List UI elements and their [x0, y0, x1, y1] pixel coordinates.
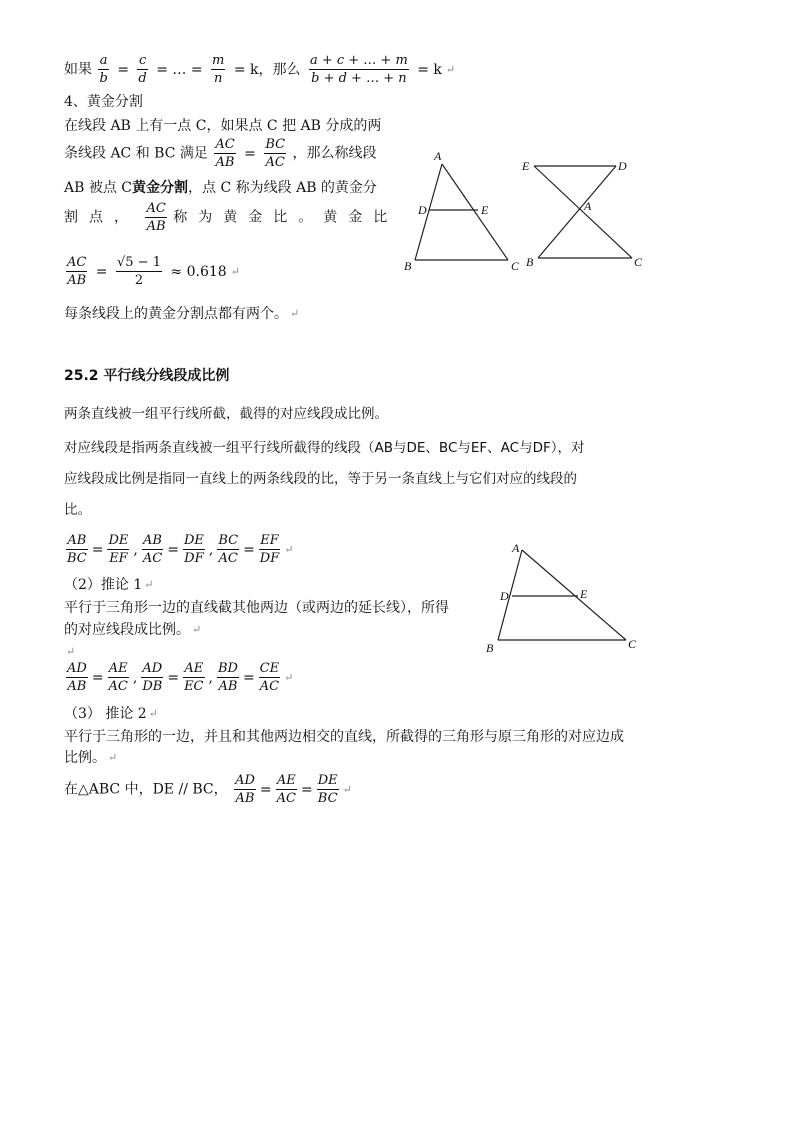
label-B: B: [526, 255, 534, 269]
label-C: C: [628, 637, 637, 651]
corollary-2-text-2: 比例。 ↵: [64, 750, 118, 766]
fraction: $\frac{c}{d}$: [138, 53, 147, 86]
proportion-line: 如果 $\frac{a}{b}$ = $\frac{c}{d}$ = … = $\frac{m}{n}$ = k，那么 $\frac{a + c + \dots + m}{b + d + \dots + n}$ = k ↵: [64, 53, 456, 86]
corollary-2-text-1: 平行于三角形的一边，并且和其他两边相交的直线，所截得的三角形与原三角形的对应边成: [64, 729, 624, 745]
golden-text-1: 在线段 AB 上有一点 C，如果点 C 把 AB 分成的两: [64, 118, 382, 134]
section-text-1: 两条直线被一组平行线所截，截得的对应线段成比例。: [64, 406, 388, 422]
fraction: $\frac{m}{n}$: [212, 53, 225, 86]
section-title: 25.2 平行线分线段成比例: [64, 368, 230, 384]
label-E: E: [580, 587, 588, 601]
label-B: B: [486, 641, 494, 655]
label-D: D: [500, 589, 509, 603]
corollary-2-heading: （3） 推论 2 ↵: [64, 706, 158, 722]
label-A: A: [434, 149, 442, 163]
label-A: A: [584, 199, 592, 213]
fraction: $\frac{a}{b}$: [99, 53, 108, 86]
label-E: E: [481, 203, 489, 217]
equation-row-1: $\frac{AB}{BC}$ = $\frac{DE}{EF}$ , $\frac{AB}{AC}$ = $\frac{DE}{DF}$ , $\frac{BC}{AC}$ = $\frac{EF}{DF}$ ↵: [67, 533, 294, 566]
label-C: C: [511, 259, 520, 273]
golden-text-2: 条线段 AC 和 BC 满足 $\frac{AC}{AB}$ = $\frac{BC}{AC}$ ，那么称线段: [64, 137, 377, 170]
hourglass-figure: [518, 154, 658, 274]
corollary-1-text-2: 的对应线段成比例。 ↵: [64, 622, 202, 638]
equation-row-3: 在△ABC 中，DE // BC， $\frac{AD}{AB}$ = $\frac{AE}{AC}$ = $\frac{DE}{BC}$ ↵: [64, 773, 352, 806]
golden-heading: 4、黄金分割: [64, 94, 143, 110]
equation-row-2: $\frac{AD}{AB}$ = $\frac{AE}{AC}$ , $\frac{AD}{DB}$ = $\frac{AE}{EC}$ , $\frac{BD}{AB}$ = $\frac{CE}{AC}$ ↵: [67, 661, 294, 694]
triangle-figure-2: [480, 540, 640, 660]
corollary-1-text-1: 平行于三角形一边的直线截其他两边（或两边的延长线），所得: [64, 600, 449, 616]
section-text-2b: 应线段成比例是指同一直线上的两条线段的比，等于另一条直线上与它们对应的线段的: [64, 471, 577, 487]
label-E: E: [522, 159, 530, 173]
label-D: D: [618, 159, 627, 173]
label-D: D: [418, 203, 427, 217]
golden-ratio-formula: $\frac{AC}{AB}$ = $\frac{√5 - 1}{2}$ ≈ 0.618 ↵: [67, 255, 240, 288]
label-A: A: [512, 541, 520, 555]
section-text-2a: 对应线段是指两条直线被一组平行线所截得的线段（AB与DE、BC与EF、AC与DF），对: [64, 440, 585, 456]
corollary-1-heading: （2）推论 1 ↵: [64, 577, 154, 593]
section-text-2c: 比。: [64, 502, 91, 518]
label-C: C: [634, 255, 643, 269]
golden-text-4: 割点， $\frac{AC}{AB}$ 称为黄金比。黄金比: [64, 201, 399, 234]
golden-text-3: AB 被点 C黄金分割，点 C 称为线段 AB 的黄金分: [64, 180, 377, 196]
label-B: B: [404, 259, 412, 273]
triangle-figure-1: [398, 146, 528, 276]
golden-text-6: 每条线段上的黄金分割点都有两个。 ↵: [64, 306, 300, 322]
fraction: $\frac{a + c + \dots + m}{b + d + \dots + n}$: [309, 53, 408, 86]
